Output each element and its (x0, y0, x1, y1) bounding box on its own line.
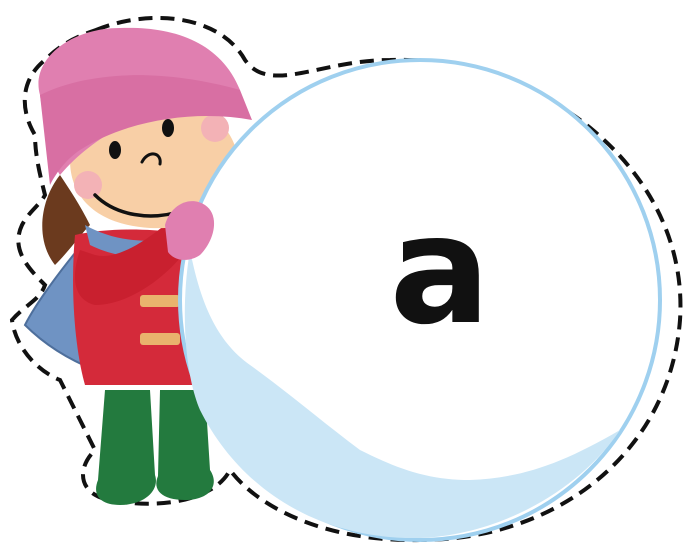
coat-toggle-bottom (140, 333, 180, 345)
left-cheek (74, 171, 102, 199)
right-cheek (201, 114, 229, 142)
letter-label: a (389, 184, 491, 358)
coat-toggle-top (140, 295, 180, 307)
right-eye (162, 119, 174, 137)
left-boot (96, 390, 156, 505)
left-eye (109, 141, 121, 159)
